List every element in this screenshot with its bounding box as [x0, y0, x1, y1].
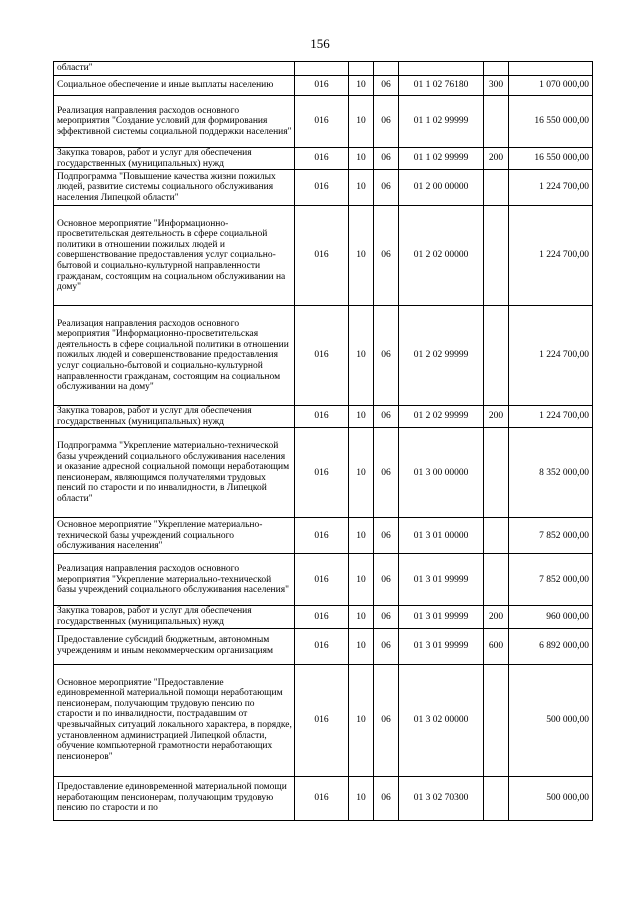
ministry-code: 016: [295, 606, 349, 628]
amount: [509, 62, 593, 76]
amount: 1 224 700,00: [509, 170, 593, 206]
target-article-code: 01 2 02 00000: [399, 206, 484, 306]
amount: 7 852 000,00: [509, 518, 593, 554]
subsection-code: 06: [374, 306, 399, 406]
row-name: Закупка товаров, работ и услуг для обеспечения государственных (муниципальных) нужд: [54, 148, 295, 170]
section-code: 10: [349, 428, 374, 518]
target-article-code: 01 1 02 99999: [399, 148, 484, 170]
target-article-code: 01 2 02 99999: [399, 406, 484, 428]
table-row: [54, 406, 593, 428]
target-article-code: 01 2 02 99999: [399, 306, 484, 406]
target-article-code: 01 3 01 99999: [399, 606, 484, 628]
table-row: [54, 554, 593, 606]
table-row: [54, 664, 593, 776]
subsection-code: 06: [374, 428, 399, 518]
table-row: [54, 206, 593, 306]
expense-type-code: [484, 96, 509, 148]
section-code: 10: [349, 148, 374, 170]
amount: 960 000,00: [509, 606, 593, 628]
expense-type-code: 200: [484, 606, 509, 628]
target-article-code: 01 3 00 00000: [399, 428, 484, 518]
subsection-code: 06: [374, 518, 399, 554]
subsection-code: 06: [374, 776, 399, 820]
row-name: Основное мероприятие "Информационно-просветительская деятельность в сфере социальной политики в отношении пожилых людей и совершенствование предоставления услуг социально-бытовой и социально-культурной направленности гражданам, состоящим на социальном обслуживании на дому": [54, 206, 295, 306]
expense-type-code: [484, 62, 509, 76]
amount: 1 070 000,00: [509, 76, 593, 96]
target-article-code: 01 3 01 99999: [399, 554, 484, 606]
subsection-code: 06: [374, 206, 399, 306]
ministry-code: 016: [295, 776, 349, 820]
expense-type-code: [484, 306, 509, 406]
expense-type-code: [484, 664, 509, 776]
ministry-code: 016: [295, 554, 349, 606]
table-row: [54, 96, 593, 148]
target-article-code: 01 1 02 76180: [399, 76, 484, 96]
section-code: 10: [349, 406, 374, 428]
row-name: Подпрограмма "Укрепление материально-технической базы учреждений социального обслуживания населения и оказание адресной социальной помощи неработающим пенсионерам, являющимся получателями трудовых пенсий по старости и по инвалидности, в Липецкой области": [54, 428, 295, 518]
ministry-code: 016: [295, 664, 349, 776]
row-name: Основное мероприятие "Укрепление материально-технической базы учреждений социального обслуживания населения": [54, 518, 295, 554]
expense-type-code: 200: [484, 406, 509, 428]
row-name: Социальное обеспечение и иные выплаты населению: [54, 76, 295, 96]
budget-table-body: [54, 62, 593, 821]
target-article-code: 01 3 01 99999: [399, 628, 484, 664]
amount: 16 550 000,00: [509, 96, 593, 148]
table-row: [54, 62, 593, 76]
amount: 500 000,00: [509, 776, 593, 820]
ministry-code: 016: [295, 170, 349, 206]
table-row: [54, 428, 593, 518]
section-code: 10: [349, 518, 374, 554]
section-code: 10: [349, 606, 374, 628]
section-code: 10: [349, 206, 374, 306]
target-article-code: 01 2 00 00000: [399, 170, 484, 206]
subsection-code: [374, 62, 399, 76]
row-name: Реализация направления расходов основного мероприятия "Информационно-просветительская деятельность в сфере социальной политики в отношении пожилых людей и совершенствование предоставления услуг социально-бытовой и социально-культурной направленности гражданам, состоящим на социальном обслуживании на дому": [54, 306, 295, 406]
target-article-code: 01 3 02 00000: [399, 664, 484, 776]
subsection-code: 06: [374, 148, 399, 170]
section-code: 10: [349, 170, 374, 206]
table-row: [54, 606, 593, 628]
ministry-code: 016: [295, 76, 349, 96]
amount: 6 892 000,00: [509, 628, 593, 664]
table-row: [54, 306, 593, 406]
table-row: [54, 76, 593, 96]
row-name: Реализация направления расходов основного мероприятия "Укрепление материально-технической базы учреждений социального обслуживания населения": [54, 554, 295, 606]
subsection-code: 06: [374, 606, 399, 628]
expense-type-code: [484, 206, 509, 306]
subsection-code: 06: [374, 96, 399, 148]
amount: 7 852 000,00: [509, 554, 593, 606]
expense-type-code: [484, 776, 509, 820]
table-row: [54, 170, 593, 206]
table-row: [54, 628, 593, 664]
section-code: 10: [349, 776, 374, 820]
subsection-code: 06: [374, 628, 399, 664]
ministry-code: 016: [295, 518, 349, 554]
ministry-code: 016: [295, 96, 349, 148]
ministry-code: 016: [295, 406, 349, 428]
row-name: Подпрограмма "Повышение качества жизни пожилых людей, развитие системы социального обслуживания населения Липецкой области": [54, 170, 295, 206]
target-article-code: 01 3 02 70300: [399, 776, 484, 820]
budget-table: [53, 61, 593, 821]
row-name: Закупка товаров, работ и услуг для обеспечения государственных (муниципальных) нужд: [54, 606, 295, 628]
section-code: 10: [349, 96, 374, 148]
table-row: [54, 148, 593, 170]
ministry-code: 016: [295, 628, 349, 664]
target-article-code: 01 3 01 00000: [399, 518, 484, 554]
page-number: 156: [310, 36, 330, 51]
section-code: 10: [349, 554, 374, 606]
expense-type-code: 200: [484, 148, 509, 170]
subsection-code: 06: [374, 664, 399, 776]
row-name: Основное мероприятие "Предоставление единовременной материальной помощи неработающим пенсионерам, получающим трудовую пенсию по старости и по инвалидности, пострадавшим от чрезвычайных ситуаций локального характера, в порядке, установленном администрацией Липецкой области, обучение компьютерной грамотности неработающих пенсионеров": [54, 664, 295, 776]
subsection-code: 06: [374, 554, 399, 606]
ministry-code: 016: [295, 148, 349, 170]
row-name: Предоставление субсидий бюджетным, автономным учреждениям и иным некоммерческим организациям: [54, 628, 295, 664]
section-code: [349, 62, 374, 76]
section-code: 10: [349, 306, 374, 406]
table-row: [54, 518, 593, 554]
table-row: [54, 776, 593, 820]
row-name: области": [54, 62, 295, 76]
row-name: Реализация направления расходов основного мероприятия "Создание условий для формирования эффективной системы социальной поддержки населения": [54, 96, 295, 148]
subsection-code: 06: [374, 76, 399, 96]
expense-type-code: 300: [484, 76, 509, 96]
ministry-code: 016: [295, 206, 349, 306]
row-name: Предоставление единовременной материальной помощи неработающим пенсионерам, получающим трудовую пенсию по старости и по: [54, 776, 295, 820]
subsection-code: 06: [374, 170, 399, 206]
ministry-code: [295, 62, 349, 76]
section-code: 10: [349, 664, 374, 776]
row-name: Закупка товаров, работ и услуг для обеспечения государственных (муниципальных) нужд: [54, 406, 295, 428]
expense-type-code: [484, 428, 509, 518]
target-article-code: [399, 62, 484, 76]
amount: 500 000,00: [509, 664, 593, 776]
ministry-code: 016: [295, 306, 349, 406]
expense-type-code: [484, 554, 509, 606]
expense-type-code: [484, 518, 509, 554]
amount: 1 224 700,00: [509, 306, 593, 406]
section-code: 10: [349, 628, 374, 664]
expense-type-code: [484, 170, 509, 206]
target-article-code: 01 1 02 99999: [399, 96, 484, 148]
subsection-code: 06: [374, 406, 399, 428]
amount: 1 224 700,00: [509, 206, 593, 306]
ministry-code: 016: [295, 428, 349, 518]
amount: 16 550 000,00: [509, 148, 593, 170]
expense-type-code: 600: [484, 628, 509, 664]
amount: 8 352 000,00: [509, 428, 593, 518]
amount: 1 224 700,00: [509, 406, 593, 428]
section-code: 10: [349, 76, 374, 96]
